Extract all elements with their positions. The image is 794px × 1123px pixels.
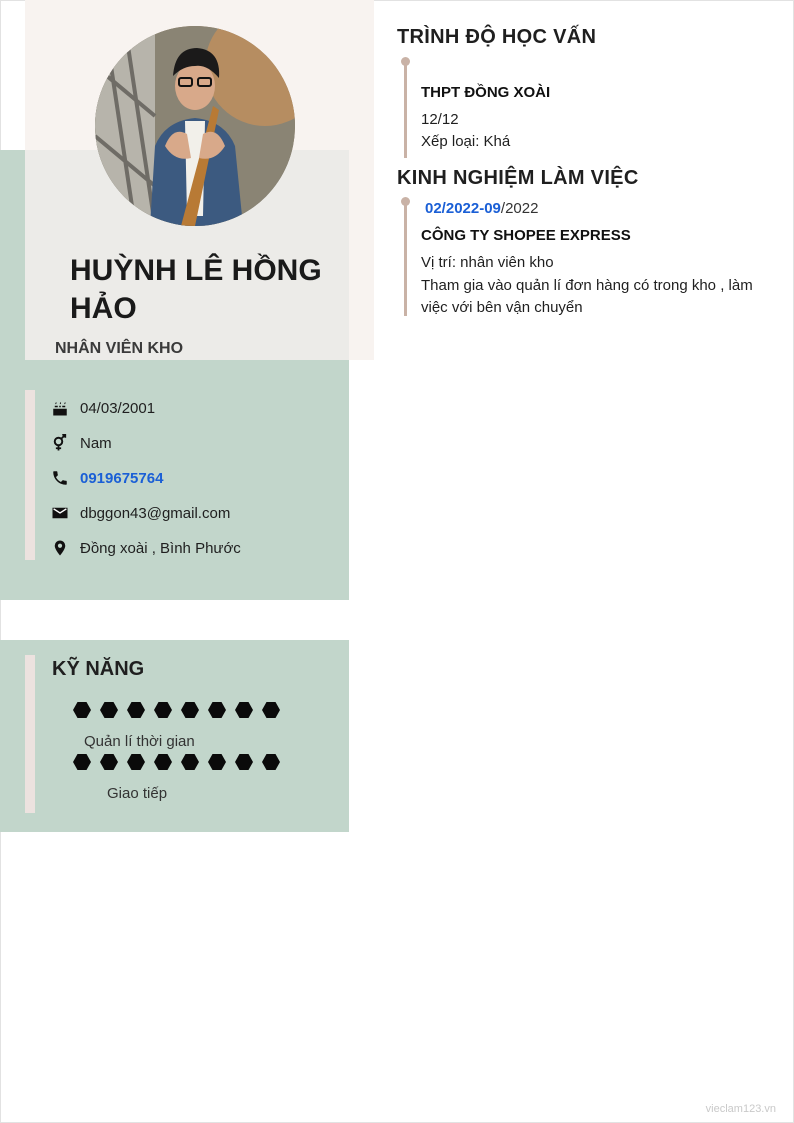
birthday-text: 04/03/2001 xyxy=(80,399,156,417)
rating-hexagon xyxy=(235,702,253,718)
name-card-extension xyxy=(349,150,374,360)
watermark: vieclam123.vn xyxy=(705,1103,776,1115)
rating-hexagon xyxy=(73,754,91,770)
rating-hexagon xyxy=(73,702,91,718)
experience-period xyxy=(425,200,538,217)
period-end: /2022 xyxy=(500,200,539,217)
timeline-line xyxy=(404,62,407,158)
experience-title: KINH NGHIỆM LÀM VIỆC xyxy=(397,167,639,189)
job-role: Vị trí: nhân viên kho xyxy=(421,254,554,271)
skill-rating-1 xyxy=(73,702,280,718)
period-start: 02/2022-09 xyxy=(425,200,501,217)
address-text: Đồng xoài , Bình Phước xyxy=(80,539,241,557)
rating-hexagon xyxy=(100,702,118,718)
phone-icon xyxy=(50,468,70,488)
email-text[interactable]: dbggon43@gmail.com xyxy=(80,504,231,522)
school-grade: 12/12 xyxy=(421,111,459,128)
job-position: NHÂN VIÊN KHO xyxy=(55,340,184,357)
job-description: Tham gia vào quản lí đơn hàng có trong kho , làm việc với bên vận chuyển xyxy=(421,277,753,316)
mail-icon xyxy=(50,503,70,523)
rating-hexagon xyxy=(154,702,172,718)
full-name: HUỲNH LÊ HỒNG HẢO xyxy=(70,254,322,325)
rating-hexagon xyxy=(127,754,145,770)
timeline-line xyxy=(404,202,407,316)
skills-title: KỸ NĂNG xyxy=(52,658,145,680)
skills-accent-bar xyxy=(25,655,35,813)
skill-label: Quản lí thời gian xyxy=(84,733,195,750)
rating-hexagon xyxy=(127,702,145,718)
rating-hexagon xyxy=(181,702,199,718)
contact-gender xyxy=(50,431,112,455)
rating-hexagon xyxy=(208,754,226,770)
company-name: CÔNG TY SHOPEE EXPRESS xyxy=(421,227,631,244)
rating-hexagon xyxy=(262,754,280,770)
rating-hexagon xyxy=(262,702,280,718)
school-name: THPT ĐỒNG XOÀI xyxy=(421,84,551,101)
contact-address xyxy=(50,536,241,560)
rating-hexagon xyxy=(154,754,172,770)
cake-icon xyxy=(50,398,70,418)
gender-text: Nam xyxy=(80,434,112,452)
education-title: TRÌNH ĐỘ HỌC VẤN xyxy=(397,26,597,48)
skill-rating-2 xyxy=(73,754,280,770)
contact-accent-bar xyxy=(25,390,35,560)
school-rank: Xếp loại: Khá xyxy=(421,133,511,150)
contact-email[interactable] xyxy=(50,501,230,525)
rating-hexagon xyxy=(208,702,226,718)
contact-birthday xyxy=(50,396,155,420)
avatar xyxy=(95,26,295,226)
skill-label: Giao tiếp xyxy=(107,785,168,802)
gender-icon xyxy=(50,433,70,453)
rating-hexagon xyxy=(100,754,118,770)
location-icon xyxy=(50,538,70,558)
rating-hexagon xyxy=(181,754,199,770)
rating-hexagon xyxy=(235,754,253,770)
phone-text[interactable]: 0919675764 xyxy=(80,469,164,487)
contact-phone[interactable] xyxy=(50,466,163,490)
